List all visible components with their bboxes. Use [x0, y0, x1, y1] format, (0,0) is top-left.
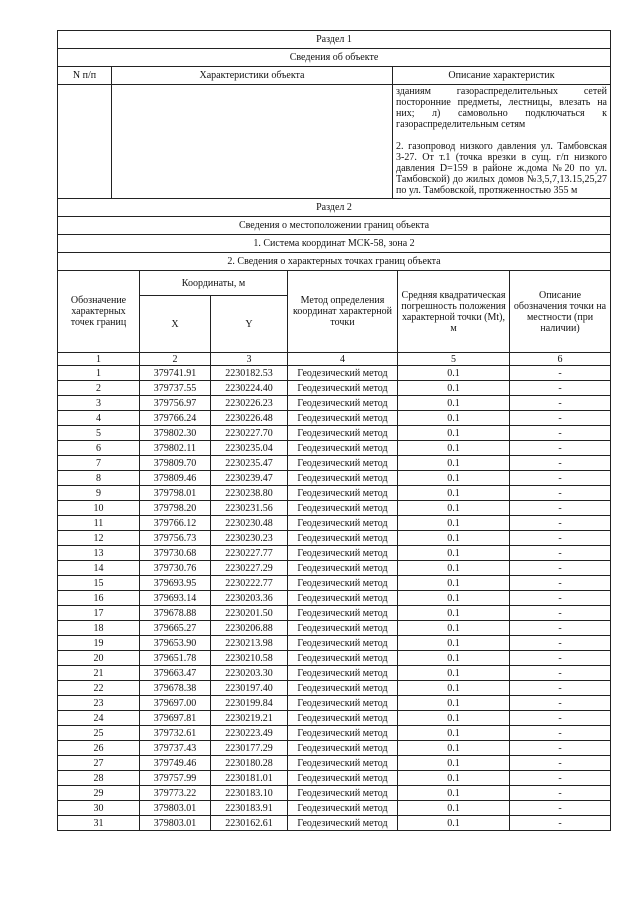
- point-description: -: [510, 546, 611, 561]
- method: Геодезический метод: [288, 546, 398, 561]
- coord-x: 379749.46: [140, 756, 211, 771]
- point-description: -: [510, 816, 611, 831]
- point-description: -: [510, 441, 611, 456]
- table-row: [58, 576, 611, 591]
- coord-y: 2230223.49: [211, 726, 288, 741]
- method: Геодезический метод: [288, 471, 398, 486]
- points-title: 2. Сведения о характерных точках границ объекта: [58, 253, 611, 271]
- table-row: [58, 501, 611, 516]
- coord-x: 379693.14: [140, 591, 211, 606]
- table-row: [58, 636, 611, 651]
- accuracy: 0.1: [398, 711, 510, 726]
- coord-x: 379653.90: [140, 636, 211, 651]
- header-point: Обозначение характерных точек границ: [58, 271, 140, 353]
- point-number: 6: [58, 441, 140, 456]
- method: Геодезический метод: [288, 771, 398, 786]
- table-row: [58, 516, 611, 531]
- coord-x: 379732.61: [140, 726, 211, 741]
- coord-y: 2230219.21: [211, 711, 288, 726]
- method: Геодезический метод: [288, 816, 398, 831]
- col-number: 4: [288, 353, 398, 366]
- coord-x: 379809.46: [140, 471, 211, 486]
- accuracy: 0.1: [398, 771, 510, 786]
- col-number: 3: [211, 353, 288, 366]
- accuracy: 0.1: [398, 546, 510, 561]
- table-row: [58, 621, 611, 636]
- method: Геодезический метод: [288, 801, 398, 816]
- col-number: 6: [510, 353, 611, 366]
- point-description: -: [510, 726, 611, 741]
- coord-x: 379741.91: [140, 366, 211, 381]
- point-number: 16: [58, 591, 140, 606]
- table-row: [58, 696, 611, 711]
- point-number: 29: [58, 786, 140, 801]
- col-number: 1: [58, 353, 140, 366]
- accuracy: 0.1: [398, 531, 510, 546]
- coord-y: 2230203.30: [211, 666, 288, 681]
- table-row: [58, 816, 611, 831]
- coord-x: 379766.12: [140, 516, 211, 531]
- point-number: 9: [58, 486, 140, 501]
- accuracy: 0.1: [398, 666, 510, 681]
- accuracy: 0.1: [398, 681, 510, 696]
- method: Геодезический метод: [288, 426, 398, 441]
- coord-x: 379693.95: [140, 576, 211, 591]
- point-number: 25: [58, 726, 140, 741]
- accuracy: 0.1: [398, 471, 510, 486]
- header-method: Метод определения координат характерной точки: [288, 271, 398, 353]
- accuracy: 0.1: [398, 786, 510, 801]
- method: Геодезический метод: [288, 411, 398, 426]
- method: Геодезический метод: [288, 621, 398, 636]
- coord-x: 379798.20: [140, 501, 211, 516]
- description-paragraph-1: зданиям газораспределительных сетей посторонние предметы, лестницы, влезать на них; л) самовольно подключаться к газораспределительным сетям: [396, 86, 607, 130]
- coord-y: 2230230.48: [211, 516, 288, 531]
- point-description: -: [510, 561, 611, 576]
- accuracy: 0.1: [398, 621, 510, 636]
- point-number: 2: [58, 381, 140, 396]
- cell-description: [393, 85, 611, 199]
- point-description: -: [510, 591, 611, 606]
- point-number: 30: [58, 801, 140, 816]
- coord-y: 2230227.77: [211, 546, 288, 561]
- point-description: -: [510, 396, 611, 411]
- cell-number-empty: [58, 85, 112, 199]
- accuracy: 0.1: [398, 516, 510, 531]
- accuracy: 0.1: [398, 651, 510, 666]
- accuracy: 0.1: [398, 606, 510, 621]
- point-description: -: [510, 381, 611, 396]
- method: Геодезический метод: [288, 561, 398, 576]
- point-description: -: [510, 606, 611, 621]
- point-number: 22: [58, 681, 140, 696]
- coord-x: 379730.76: [140, 561, 211, 576]
- point-number: 15: [58, 576, 140, 591]
- table-row: [58, 606, 611, 621]
- method: Геодезический метод: [288, 606, 398, 621]
- table-row: [58, 771, 611, 786]
- header-number: N п/п: [58, 67, 112, 85]
- point-description: -: [510, 786, 611, 801]
- method: Геодезический метод: [288, 576, 398, 591]
- coord-x: 379737.55: [140, 381, 211, 396]
- accuracy: 0.1: [398, 591, 510, 606]
- point-description: -: [510, 531, 611, 546]
- accuracy: 0.1: [398, 441, 510, 456]
- coord-x: 379697.81: [140, 711, 211, 726]
- table-row: [58, 741, 611, 756]
- table-row: [58, 546, 611, 561]
- point-number: 20: [58, 651, 140, 666]
- table-row: [58, 411, 611, 426]
- accuracy: 0.1: [398, 381, 510, 396]
- point-description: -: [510, 711, 611, 726]
- point-number: 26: [58, 741, 140, 756]
- point-number: 8: [58, 471, 140, 486]
- point-number: 14: [58, 561, 140, 576]
- point-number: 7: [58, 456, 140, 471]
- point-description: -: [510, 576, 611, 591]
- point-number: 19: [58, 636, 140, 651]
- col-number: 5: [398, 353, 510, 366]
- point-description: -: [510, 501, 611, 516]
- coord-x: 379757.99: [140, 771, 211, 786]
- accuracy: 0.1: [398, 501, 510, 516]
- point-number: 18: [58, 621, 140, 636]
- coord-y: 2230222.77: [211, 576, 288, 591]
- point-description: -: [510, 516, 611, 531]
- table-row: [58, 786, 611, 801]
- table-row: [58, 561, 611, 576]
- method: Геодезический метод: [288, 501, 398, 516]
- method: Геодезический метод: [288, 396, 398, 411]
- table-row: [58, 666, 611, 681]
- point-number: 12: [58, 531, 140, 546]
- coord-y: 2230203.36: [211, 591, 288, 606]
- accuracy: 0.1: [398, 396, 510, 411]
- header-accuracy: Средняя квадратическая погрешность положения характерной точки (Мt), м: [398, 271, 510, 353]
- section2-table: [57, 198, 611, 831]
- table-row: [58, 726, 611, 741]
- coord-x: 379697.00: [140, 696, 211, 711]
- accuracy: 0.1: [398, 576, 510, 591]
- table-row: [58, 681, 611, 696]
- coord-y: 2230226.48: [211, 411, 288, 426]
- coord-x: 379798.01: [140, 486, 211, 501]
- coord-x: 379730.68: [140, 546, 211, 561]
- header-y: Y: [211, 296, 288, 353]
- method: Геодезический метод: [288, 591, 398, 606]
- column-number-row: [58, 353, 611, 366]
- header-x: X: [140, 296, 211, 353]
- method: Геодезический метод: [288, 486, 398, 501]
- table-row: [58, 381, 611, 396]
- accuracy: 0.1: [398, 411, 510, 426]
- point-number: 13: [58, 546, 140, 561]
- coord-x: 379803.01: [140, 816, 211, 831]
- header-desc: Описание обозначения точки на местности (при наличии): [510, 271, 611, 353]
- accuracy: 0.1: [398, 636, 510, 651]
- header-coords: Координаты, м: [140, 271, 288, 296]
- method: Геодезический метод: [288, 636, 398, 651]
- point-description: -: [510, 651, 611, 666]
- points-table-body: [58, 366, 611, 831]
- point-description: -: [510, 621, 611, 636]
- point-description: -: [510, 486, 611, 501]
- accuracy: 0.1: [398, 816, 510, 831]
- table-row: [58, 591, 611, 606]
- section1-body-row: [58, 85, 611, 199]
- coord-y: 2230226.23: [211, 396, 288, 411]
- section1-title: Раздел 1: [58, 31, 611, 49]
- coord-y: 2230182.53: [211, 366, 288, 381]
- point-description: -: [510, 411, 611, 426]
- coord-y: 2230213.98: [211, 636, 288, 651]
- accuracy: 0.1: [398, 696, 510, 711]
- table-row: [58, 366, 611, 381]
- coord-y: 2230177.29: [211, 741, 288, 756]
- col-number: 2: [140, 353, 211, 366]
- coord-y: 2230180.28: [211, 756, 288, 771]
- coord-system: 1. Система координат МСК-58, зона 2: [58, 235, 611, 253]
- coord-x: 379651.78: [140, 651, 211, 666]
- method: Геодезический метод: [288, 456, 398, 471]
- accuracy: 0.1: [398, 756, 510, 771]
- point-number: 5: [58, 426, 140, 441]
- point-number: 31: [58, 816, 140, 831]
- method: Геодезический метод: [288, 696, 398, 711]
- method: Геодезический метод: [288, 711, 398, 726]
- document-page: [57, 30, 610, 831]
- point-number: 21: [58, 666, 140, 681]
- table-row: [58, 426, 611, 441]
- coord-x: 379678.38: [140, 681, 211, 696]
- table-row: [58, 531, 611, 546]
- coord-y: 2230239.47: [211, 471, 288, 486]
- coord-x: 379766.24: [140, 411, 211, 426]
- point-description: -: [510, 426, 611, 441]
- method: Геодезический метод: [288, 756, 398, 771]
- table-row: [58, 396, 611, 411]
- section1-table: [57, 30, 611, 199]
- coord-x: 379802.11: [140, 441, 211, 456]
- coord-y: 2230199.84: [211, 696, 288, 711]
- method: Геодезический метод: [288, 786, 398, 801]
- coord-y: 2230201.50: [211, 606, 288, 621]
- method: Геодезический метод: [288, 651, 398, 666]
- coord-y: 2230162.61: [211, 816, 288, 831]
- coord-y: 2230210.58: [211, 651, 288, 666]
- point-description: -: [510, 456, 611, 471]
- accuracy: 0.1: [398, 741, 510, 756]
- table-row: [58, 441, 611, 456]
- method: Геодезический метод: [288, 726, 398, 741]
- accuracy: 0.1: [398, 561, 510, 576]
- table-row: [58, 471, 611, 486]
- point-description: -: [510, 801, 611, 816]
- coord-y: 2230235.04: [211, 441, 288, 456]
- coord-x: 379809.70: [140, 456, 211, 471]
- method: Геодезический метод: [288, 531, 398, 546]
- coord-x: 379773.22: [140, 786, 211, 801]
- point-description: -: [510, 696, 611, 711]
- point-description: -: [510, 771, 611, 786]
- method: Геодезический метод: [288, 366, 398, 381]
- coord-x: 379803.01: [140, 801, 211, 816]
- table-row: [58, 756, 611, 771]
- method: Геодезический метод: [288, 441, 398, 456]
- coord-y: 2230230.23: [211, 531, 288, 546]
- method: Геодезический метод: [288, 741, 398, 756]
- point-description: -: [510, 636, 611, 651]
- point-number: 1: [58, 366, 140, 381]
- section1-subtitle: Сведения об объекте: [58, 49, 611, 67]
- table-row: [58, 456, 611, 471]
- coord-y: 2230227.29: [211, 561, 288, 576]
- cell-characteristics-empty: [112, 85, 393, 199]
- point-number: 17: [58, 606, 140, 621]
- section2-title: Раздел 2: [58, 199, 611, 217]
- header-characteristics: Характеристики объекта: [112, 67, 393, 85]
- coord-x: 379802.30: [140, 426, 211, 441]
- point-number: 4: [58, 411, 140, 426]
- method: Геодезический метод: [288, 681, 398, 696]
- method: Геодезический метод: [288, 666, 398, 681]
- coord-y: 2230183.91: [211, 801, 288, 816]
- point-number: 11: [58, 516, 140, 531]
- coord-y: 2230181.01: [211, 771, 288, 786]
- point-number: 24: [58, 711, 140, 726]
- table-row: [58, 651, 611, 666]
- coord-x: 379678.88: [140, 606, 211, 621]
- coord-x: 379756.97: [140, 396, 211, 411]
- table-row: [58, 711, 611, 726]
- coord-y: 2230227.70: [211, 426, 288, 441]
- accuracy: 0.1: [398, 456, 510, 471]
- accuracy: 0.1: [398, 426, 510, 441]
- coord-y: 2230231.56: [211, 501, 288, 516]
- point-description: -: [510, 681, 611, 696]
- method: Геодезический метод: [288, 516, 398, 531]
- point-number: 23: [58, 696, 140, 711]
- header-description: Описание характеристик: [393, 67, 611, 85]
- coord-y: 2230224.40: [211, 381, 288, 396]
- point-description: -: [510, 741, 611, 756]
- point-number: 10: [58, 501, 140, 516]
- coord-x: 379663.47: [140, 666, 211, 681]
- coord-y: 2230238.80: [211, 486, 288, 501]
- coord-x: 379665.27: [140, 621, 211, 636]
- accuracy: 0.1: [398, 486, 510, 501]
- method: Геодезический метод: [288, 381, 398, 396]
- description-paragraph-2: 2. газопровод низкого давления ул. Тамбовская 3-27. От т.1 (точка врезки в сущ. г/п низкого давления D=159 в районе ж.дома №20 по ул. Тамбовской) до жилых домов №3,5,7,13.15,25,27 по ул. Тамбовской, протяженностью 355 м: [396, 141, 607, 196]
- accuracy: 0.1: [398, 726, 510, 741]
- coord-y: 2230235.47: [211, 456, 288, 471]
- coord-x: 379737.43: [140, 741, 211, 756]
- coord-x: 379756.73: [140, 531, 211, 546]
- point-description: -: [510, 471, 611, 486]
- point-number: 3: [58, 396, 140, 411]
- section2-subtitle: Сведения о местоположении границ объекта: [58, 217, 611, 235]
- accuracy: 0.1: [398, 366, 510, 381]
- point-description: -: [510, 666, 611, 681]
- point-number: 28: [58, 771, 140, 786]
- point-number: 27: [58, 756, 140, 771]
- coord-y: 2230197.40: [211, 681, 288, 696]
- table-row: [58, 801, 611, 816]
- table-row: [58, 486, 611, 501]
- coord-y: 2230183.10: [211, 786, 288, 801]
- accuracy: 0.1: [398, 801, 510, 816]
- point-description: -: [510, 366, 611, 381]
- coord-y: 2230206.88: [211, 621, 288, 636]
- point-description: -: [510, 756, 611, 771]
